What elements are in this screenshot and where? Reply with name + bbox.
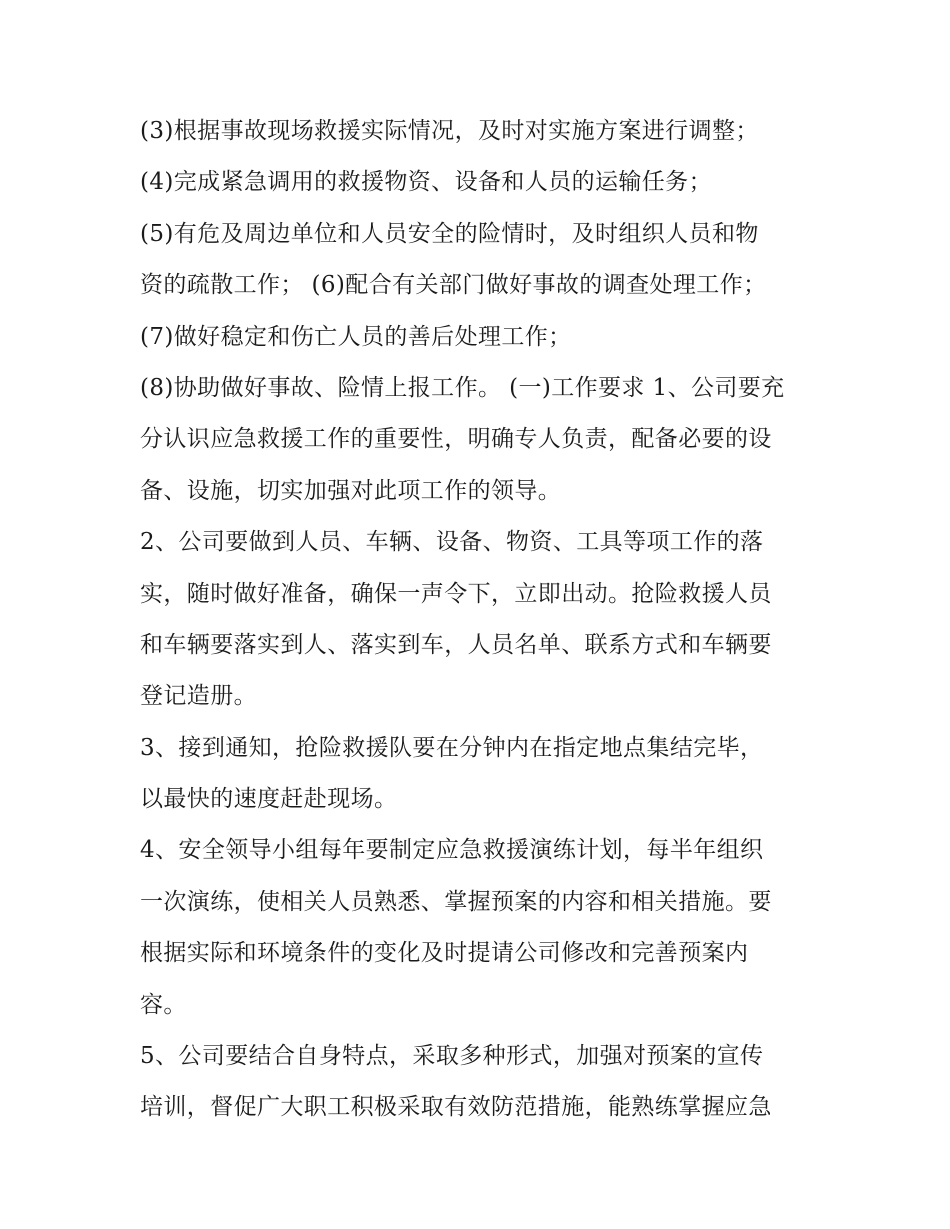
- text-line: 培训，督促广大职工积极采取有效防范措施，能熟练掌握应急: [140, 1094, 772, 1121]
- text-line: 以最快的速度赶赴现场。: [140, 786, 398, 813]
- text-line: 3、接到通知，抢险救援队要在分钟内在指定地点集结完毕，: [140, 734, 764, 761]
- text-line: (4)完成紧急调用的救援物资、设备和人员的运输任务；: [140, 169, 712, 196]
- text-line: (5)有危及周边单位和人员安全的险情时，及时组织人员和物: [140, 220, 759, 247]
- text-line: (3)根据事故现场救援实际情况，及时对实施方案进行调整；: [140, 118, 759, 144]
- text-line: 登记造册。: [140, 683, 257, 710]
- text-line: 实，随时做好准备，确保一声令下，立即出动。抢险救援人员: [140, 580, 772, 607]
- text-line: 根据实际和环境条件的变化及时提请公司修改和完善预案内: [140, 940, 749, 967]
- document-body: [140, 106, 820, 1134]
- text-line: 4、安全领导小组每年要制定应急救援演练计划，每半年组织: [140, 837, 764, 864]
- text-line: 和车辆要落实到人、落实到车，人员名单、联系方式和车辆要: [140, 631, 772, 658]
- text-line: 2、公司要做到人员、车辆、设备、物资、工具等项工作的落: [140, 529, 764, 556]
- text-line: 一次演练，使相关人员熟悉、掌握预案的内容和相关措施。要: [140, 888, 772, 915]
- text-line: 备、设施，切实加强对此项工作的领导。: [140, 477, 562, 504]
- text-line: (8)协助做好事故、险情上报工作。 (一)工作要求 1、公司要充: [140, 374, 785, 401]
- text-line: 5、公司要结合自身特点，采取多种形式，加强对预案的宣传: [140, 1043, 764, 1070]
- text-line: (7)做好稳定和伤亡人员的善后处理工作；: [140, 323, 572, 350]
- text-line: 资的疏散工作； (6)配合有关部门做好事故的调查处理工作；: [140, 272, 767, 299]
- text-line: 容。: [140, 991, 187, 1018]
- text-line: 分认识应急救援工作的重要性，明确专人负责，配备必要的设: [140, 426, 772, 453]
